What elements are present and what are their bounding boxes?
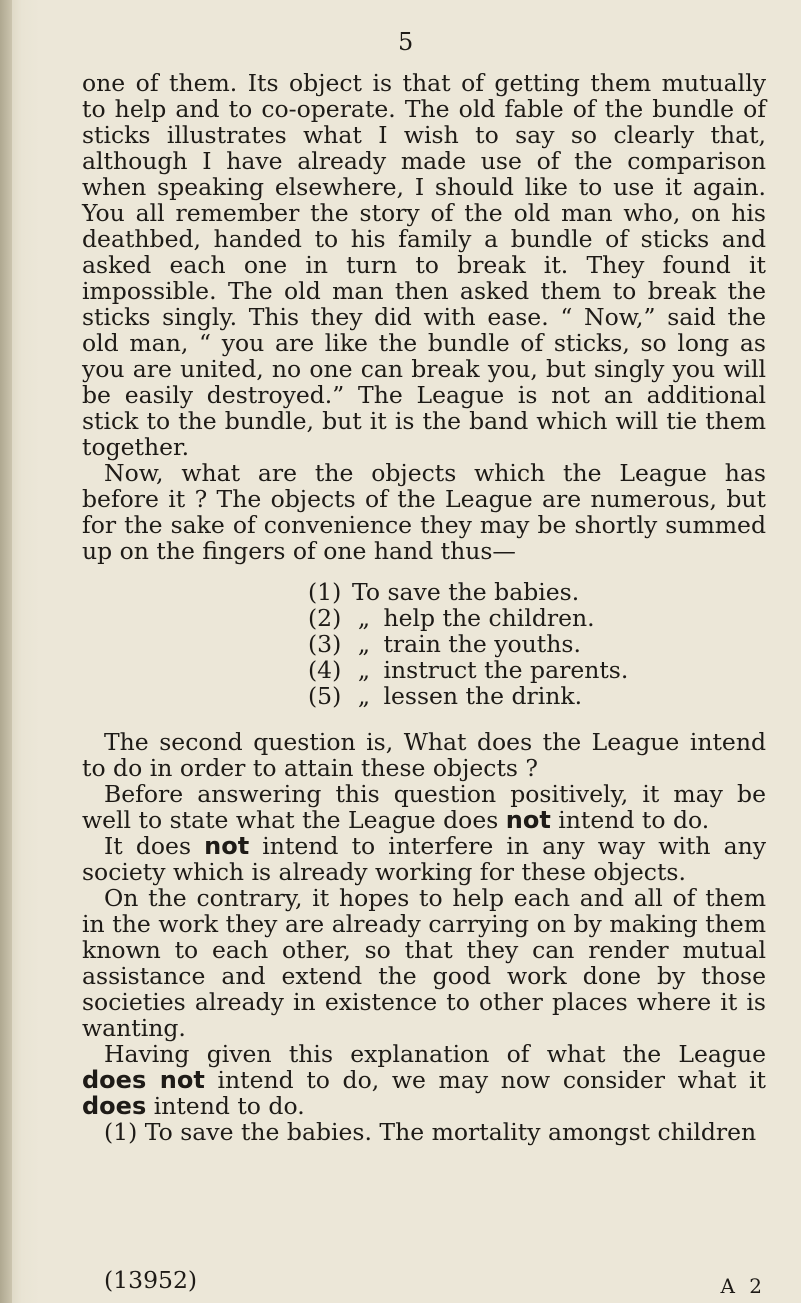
body-text (82, 70, 766, 1145)
list-item-text: lessen the drink. (383, 682, 583, 710)
list-item-number: (5) (308, 682, 342, 710)
emphasis-does: does (82, 1092, 147, 1120)
page-footer (82, 1266, 766, 1296)
list-item (308, 683, 766, 709)
text-run: intend to interfere in any way with any society which is already working for these objects. (82, 832, 766, 886)
list-item-prefix: To (352, 578, 380, 606)
text-run: intend to do. (146, 1092, 305, 1120)
book-spine-edge (0, 0, 12, 1303)
paragraph-it-does-not (82, 833, 766, 885)
text-run: Before answering this question positively, it may be well to state what the League does (82, 780, 766, 834)
list-item-number: (4) (308, 656, 342, 684)
paragraph-bundle-of-sticks: one of them. Its object is that of getting them mutually to help and to co-operate. The old fable of the bundle of sticks illustrates what I wish to say so clearly that, although I have already made use of the comparison when speaking elsewhere, I should like to use it again. You all remember the story of the old man who, on his deathbed, handed to his family a bundle of sticks and asked each one in turn to break it. They found it impossible. The old man then asked them to break the sticks singly. This they did with ease. “ Now,” said the old man, “ you are like the bundle of sticks, so long as you are united, no one can break you, but singly you will be easily destroyed.” The League is not an additional stick to the bundle, but it is the band which will tie them together. (82, 69, 766, 461)
paragraph-save-the-babies: (1) To save the babies. The mortality amongst children (104, 1118, 757, 1146)
list-item-text: instruct the parents. (383, 656, 629, 684)
paragraph-objects-intro: Now, what are the objects which the League has before it ? The objects of the League are numerous, but for the sake of convenience they may be shortly summed up on the fingers of one hand thus— (82, 459, 766, 565)
print-code: (13952) (104, 1266, 198, 1294)
paragraph-before-answering (82, 781, 766, 833)
text-run: intend to do, we may now consider what it (204, 1066, 766, 1094)
text-run: It does (104, 832, 205, 860)
page-number: 5 (398, 28, 414, 56)
list-item-text: save the babies. (387, 578, 580, 606)
paragraph-second-question: The second question is, What does the League intend to do in order to attain these objects ? (82, 728, 766, 782)
emphasis-does-not: does not (82, 1066, 205, 1094)
list-item-number: (3) (308, 630, 342, 658)
list-item-ditto-mark: „ (357, 630, 371, 658)
text-run: intend to do. (550, 806, 710, 834)
list-item-ditto-mark: „ (357, 656, 371, 684)
paragraph-on-the-contrary: On the contrary, it hopes to help each and all of them in the work they are already carrying on by making them known to each other, so that they can render mutual assistance and extend the good work done by those societies already in existence to other places where it is wanting. (82, 884, 766, 1042)
list-item-number: (2) (308, 604, 342, 632)
list-item-ditto-mark: „ (357, 682, 371, 710)
emphasis-not: not (204, 832, 250, 860)
list-item (308, 605, 766, 631)
paragraph-having-given (82, 1041, 766, 1119)
list-item (308, 631, 766, 657)
list-item (308, 657, 766, 683)
list-item-number: (1) (308, 578, 342, 606)
text-run: Having given this explanation of what the League (104, 1040, 766, 1068)
list-item-text: help the children. (383, 604, 595, 632)
list-item-ditto-mark: „ (357, 604, 371, 632)
emphasis-not: not (505, 806, 551, 834)
list-item (308, 579, 766, 605)
list-item-text: train the youths. (383, 630, 581, 658)
objects-list (308, 579, 766, 709)
signature-mark: A 2 (720, 1274, 766, 1298)
